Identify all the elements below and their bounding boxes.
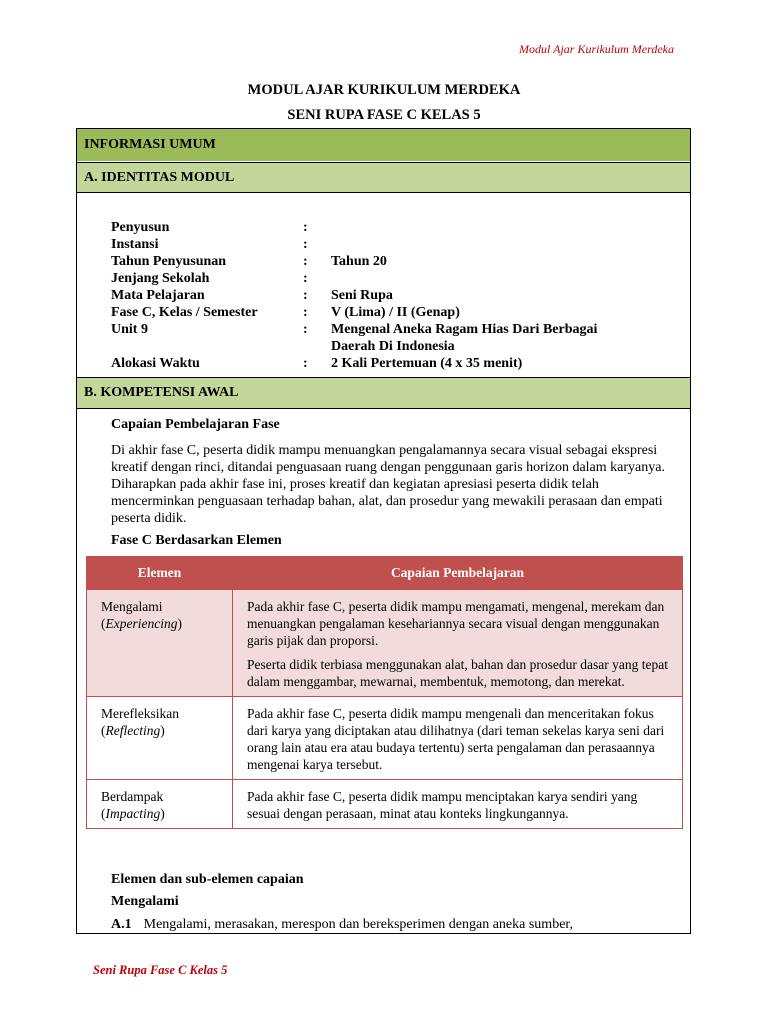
column-header-elemen: Elemen — [87, 557, 233, 590]
identity-value: 2 Kali Pertemuan (4 x 35 menit) — [331, 356, 523, 371]
capaian-heading: Capaian Pembelajaran Fase — [111, 417, 280, 432]
identity-label: Jenjang Sekolah — [111, 271, 210, 286]
capaian-text: Pada akhir fase C, peserta didik mampu mengamati, mengenal, merekam dan menuangkan pengalaman kesehariannya secara visual dengan menggunakan garis pijak dan proporsi. — [247, 599, 665, 648]
element-cell: Merefleksikan (Reflecting) — [87, 697, 233, 780]
section-kompetensi-awal — [77, 377, 690, 409]
identity-label: Penyusun — [111, 220, 170, 235]
footer-note: Seni Rupa Fase C Kelas 5 — [93, 963, 228, 977]
identity-value: Mengenal Aneka Ragam Hias Dari Berbagai Daerah Di Indonesia — [331, 322, 598, 354]
header-note: Modul Ajar Kurikulum Merdeka — [519, 42, 674, 56]
identity-colon: : — [303, 254, 308, 269]
identity-value: V (Lima) / II (Genap) — [331, 305, 460, 320]
fase-heading: Fase C Berdasarkan Elemen — [111, 533, 282, 548]
document-subtitle: SENI RUPA FASE C KELAS 5 — [287, 107, 481, 123]
section-kompetensi-awal-label: B. KOMPETENSI AWAL — [84, 385, 239, 400]
identity-label: Fase C, Kelas / Semester — [111, 305, 258, 320]
capaian-text: Peserta didik terbiasa menggunakan alat, bahan dan prosedur dasar yang tepat dalam menggambar, mewarnai, membentuk, memotong, dan merekat. — [247, 657, 668, 689]
element-name: Mengalami — [101, 599, 163, 614]
capaian-cell — [233, 590, 683, 697]
identity-label: Mata Pelajaran — [111, 288, 205, 303]
element-name: Merefleksikan — [101, 706, 179, 721]
element-name-en: Reflecting — [105, 723, 161, 738]
table-row — [87, 697, 683, 780]
identity-colon: : — [303, 271, 308, 286]
identity-colon: : — [303, 220, 308, 235]
document-title: MODUL AJAR KURIKULUM MERDEKA — [247, 82, 521, 98]
identity-colon: : — [303, 305, 308, 320]
element-cell: Mengalami (Experiencing) — [87, 590, 233, 697]
capaian-text: Pada akhir fase C, peserta didik mampu menciptakan karya sendiri yang sesuai dengan perasaan, minat atau konteks lingkungannya. — [247, 789, 638, 821]
sub-elemen-text: Mengalami, merasakan, merespon dan bereksperimen dengan aneka sumber, — [143, 917, 574, 932]
identity-colon: : — [303, 322, 308, 337]
capaian-cell — [233, 697, 683, 780]
identity-value: Tahun 20 — [331, 254, 387, 269]
sub-elemen-item — [111, 917, 573, 933]
identity-label: Tahun Penyusunan — [111, 254, 227, 269]
identity-label: Alokasi Waktu — [111, 356, 200, 371]
section-informasi-umum-label: INFORMASI UMUM — [84, 137, 216, 152]
capaian-text: Pada akhir fase C, peserta didik mampu mengenali dan menceritakan fokus dari karya yang diciptakan atau dilihatnya (dari teman sekelas karya seni dari orang lain atau era atau budaya tertentu) serta pengalaman dan perasaannya mengenai karya tersebut. — [247, 706, 665, 772]
table-row — [87, 590, 683, 697]
identity-value: Seni Rupa — [331, 288, 393, 303]
module-frame — [76, 128, 691, 934]
capaian-table — [86, 556, 683, 829]
identity-label: Unit 9 — [111, 322, 148, 337]
capaian-paragraph: Di akhir fase C, peserta didik mampu menuangkan pengalamannya secara visual sebagai ekspresi kreatif dengan rinci, ditandai penguasaan ruang dengan penggunaan garis horizon dalam karyanya. Diharapkan pada akhir fase ini, proses kreatif dan kegiatan apresiasi peserta didik telah mencerminkan penguasaan terhadap bahan, alat, dan prosedur yang mewakili perasaan dan empati peserta didik. — [111, 443, 665, 526]
element-name: Berdampak — [101, 789, 164, 804]
element-name-en: Experiencing — [105, 616, 178, 631]
identity-colon: : — [303, 237, 308, 252]
sub-elemen-number: A.1 — [111, 917, 132, 932]
identity-label: Instansi — [111, 237, 159, 252]
table-header-row — [87, 557, 683, 590]
capaian-cell — [233, 780, 683, 829]
mengalami-heading: Mengalami — [111, 894, 179, 909]
element-cell: Berdampak (Impacting) — [87, 780, 233, 829]
section-informasi-umum — [77, 129, 690, 161]
section-identitas-modul-label: A. IDENTITAS MODUL — [84, 169, 235, 185]
element-name-en: Impacting — [105, 806, 161, 821]
column-header-capaian: Capaian Pembelajaran — [233, 557, 683, 590]
sub-elemen-heading: Elemen dan sub-elemen capaian — [111, 872, 304, 887]
identity-colon: : — [303, 356, 308, 371]
table-row — [87, 780, 683, 829]
section-identitas-modul — [77, 162, 690, 193]
identity-colon: : — [303, 288, 308, 303]
